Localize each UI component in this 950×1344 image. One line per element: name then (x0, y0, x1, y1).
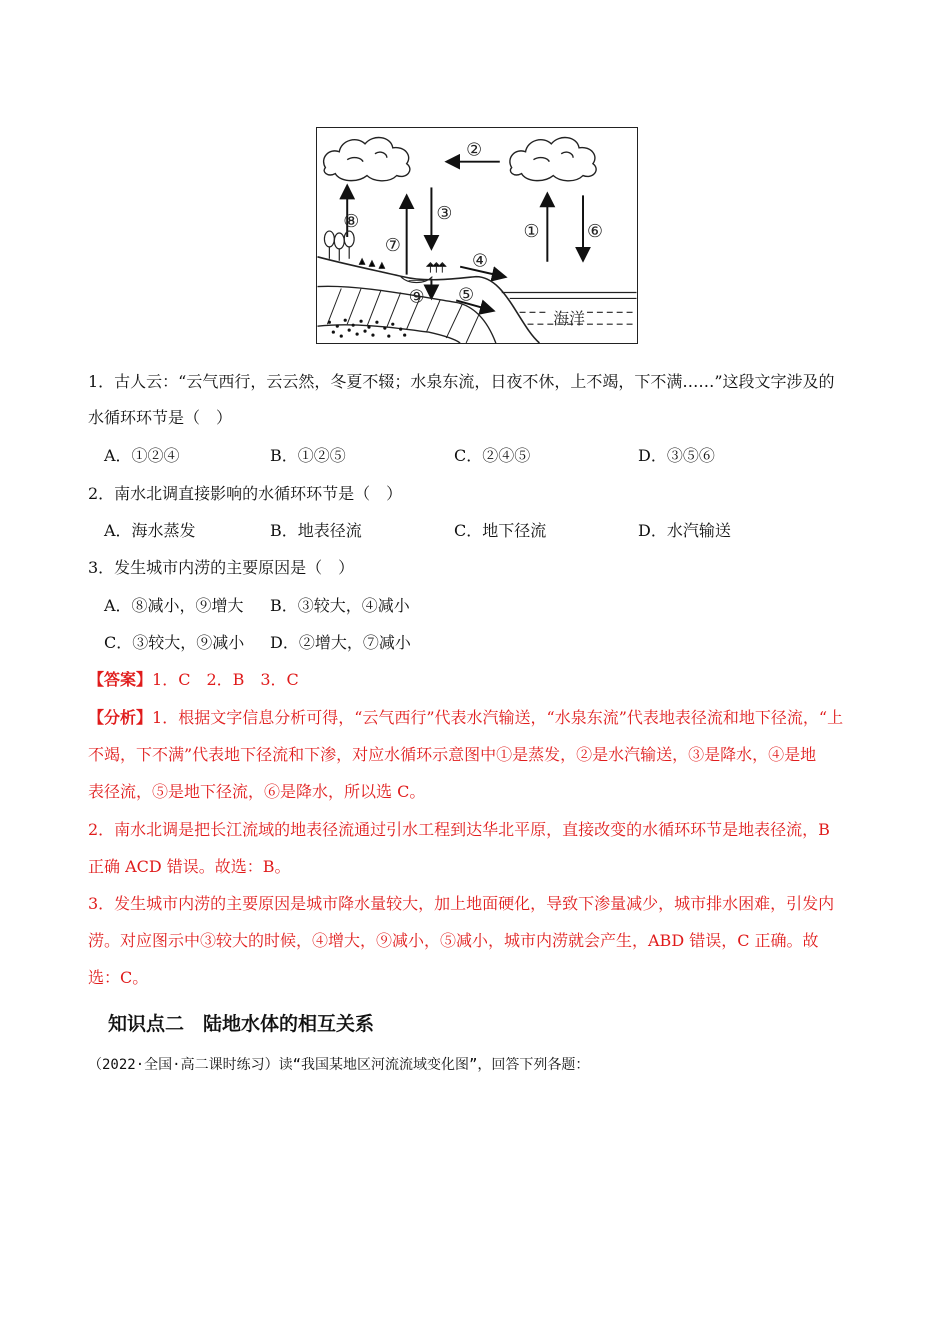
label-9: ⑨ (408, 286, 425, 308)
analysis-line-6: 3．发生城市内涝的主要原因是城市降水量较大，加上地面硬化，导致下渗量减少，城市排水困难，引发内 (88, 894, 835, 913)
q2-stem: 2．南水北调直接影响的水循环环节是（ ） (88, 484, 403, 503)
q1-option-b[interactable]: B．①②⑤ (270, 446, 346, 465)
q2-option-d[interactable]: D．水汽输送 (638, 521, 731, 540)
label-4: ④ (472, 250, 489, 272)
label-3: ③ (436, 203, 453, 225)
analysis-line-8: 选：C。 (88, 968, 149, 987)
analysis-tag: 【分析】 (88, 708, 153, 727)
label-8: ⑧ (343, 211, 360, 233)
analysis-line-7: 涝。对应图示中③较大的时候，④增大，⑨减小，⑤减小，城市内涝就会产生，ABD 错误，C 正确。故 (88, 931, 819, 950)
q2-option-b[interactable]: B．地表径流 (270, 521, 362, 540)
analysis-line-1 (88, 708, 843, 728)
right-cloud-icon (510, 138, 596, 181)
analysis-line-2: 不竭，下不满”代表地下径流和下渗，对应水循环示意图中①是蒸发，②是水汽输送，③是降水，④是地 (88, 745, 817, 764)
label-7: ⑦ (384, 234, 401, 256)
q3-option-b[interactable]: B．③较大，④减小 (270, 596, 410, 615)
question-source-line: （2022·全国·高二课时练习）读“我国某地区河流流域变化图”，回答下列各题： (88, 1057, 590, 1073)
q2-option-a[interactable]: A．海水蒸发 (104, 521, 196, 540)
q1-option-a[interactable]: A．①②④ (104, 446, 180, 465)
answer-tag: 【答案】 (88, 670, 153, 689)
section-title: 知识点二 陆地水体的相互关系 (108, 1013, 375, 1035)
q1-option-d[interactable]: D．③⑤⑥ (638, 446, 715, 465)
q3-option-c[interactable]: C．③较大，⑨减小 (104, 633, 245, 652)
q1-option-c[interactable]: C．②④⑤ (454, 446, 531, 465)
answer-block (88, 670, 299, 690)
q3-option-a[interactable]: A．⑧减小，⑨增大 (104, 596, 244, 615)
left-cloud-icon (324, 138, 410, 181)
label-5: ⑤ (458, 284, 475, 306)
analysis-line-3: 表径流，⑤是地下径流，⑥是降水，所以选 C。 (88, 782, 426, 801)
label-1: ① (523, 220, 540, 242)
land-surface-line (317, 257, 539, 343)
analysis-line-5: 正确 ACD 错误。故选：B。 (88, 857, 291, 876)
label-2: ② (466, 139, 483, 161)
analysis-line-4: 2．南水北调是把长江流域的地表径流通过引水工程到达华北平原，直接改变的水循环环节是地表径流，B (88, 820, 830, 839)
q1-stem-line1: 1．古人云：“云气西行，云云然，冬夏不辍；水泉东流，日夜不休，上不竭，下不满……”这段文字涉及的 (88, 372, 835, 391)
water-cycle-diagram (316, 127, 638, 344)
plant-icon (426, 263, 446, 273)
q2-option-c[interactable]: C．地下径流 (454, 521, 547, 540)
q3-stem: 3．发生城市内涝的主要原因是（ ） (88, 558, 355, 577)
label-6: ⑥ (586, 220, 603, 242)
analysis-text-1: 1．根据文字信息分析可得，“云气西行”代表水汽输送，“水泉东流”代表地表径流和地下径流，“上 (152, 708, 844, 727)
q1-stem-line2: 水循环环节是（ ） (88, 408, 233, 427)
q3-option-d[interactable]: D．②增大，⑦减小 (270, 633, 411, 652)
tree-icon (324, 231, 354, 261)
ocean-label: 海洋 (553, 309, 585, 329)
answer-text: 1．C 2．B 3．C (152, 670, 299, 689)
